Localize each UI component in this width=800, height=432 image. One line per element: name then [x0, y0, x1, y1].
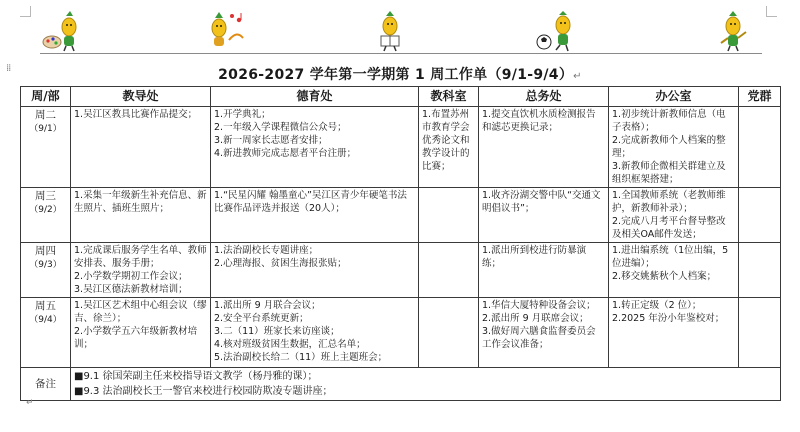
task-item: 3.新教师企微相关群建立及组织框架搭建；: [612, 161, 726, 185]
header-cell: 办公室: [609, 87, 739, 107]
task-item: 3.做好周六膳食监督委员会工作会议准备；: [482, 326, 596, 350]
memo-row: [21, 368, 781, 401]
task-cell-zongwu[interactable]: [479, 298, 609, 368]
page-corner-mark: [766, 6, 777, 17]
task-item: 2.安全平台系统更新；: [214, 313, 309, 324]
task-item: 1.法治副校长专题讲座；: [214, 245, 319, 256]
task-item: 1.派出所 9 月联合会议；: [214, 300, 321, 311]
task-cell-jiaoke[interactable]: [419, 298, 479, 368]
task-item: 1.完成课后服务学生名单、教师安排表、服务手册；: [74, 245, 207, 269]
day-cell[interactable]: [21, 188, 71, 243]
task-cell-jiaodao[interactable]: [71, 107, 211, 188]
memo-item: ■9.3 法治副校长王一警官来校进行校园防欺凌专题讲座；: [74, 386, 333, 397]
task-item: 2.完成八月考平台督导整改及相关OA邮件发送；: [612, 216, 726, 240]
day-cell[interactable]: [21, 298, 71, 368]
task-cell-deyu[interactable]: [211, 188, 419, 243]
task-cell-jiaodao[interactable]: [71, 298, 211, 368]
day-label: 周四: [35, 245, 56, 257]
task-item: 3.二（11）班家长来访座谈；: [214, 326, 340, 337]
task-cell-bangong[interactable]: [609, 188, 739, 243]
task-cell-jiaodao[interactable]: [71, 188, 211, 243]
task-item: 1.初步统计新教师信息（电子表格）；: [612, 109, 726, 133]
task-item: 1.吴江区艺术组中心组会议（缪吉、徐兰）；: [74, 300, 207, 324]
header-cell: 教导处: [71, 87, 211, 107]
task-cell-jiaoke[interactable]: [419, 188, 479, 243]
task-item: 1.提交直饮机水质检测报告和滤芯更换记录；: [482, 109, 596, 133]
task-item: 1.收齐汾湖交警中队“交通文明倡议书”；: [482, 190, 601, 214]
task-cell-dangqun[interactable]: [739, 188, 781, 243]
task-cell-jiaoke[interactable]: [419, 243, 479, 298]
task-item: 1.吴江区教具比赛作品提交；: [74, 109, 198, 120]
task-item: 5.法治副校长给二（11）班上主题班会；: [214, 352, 388, 363]
task-item: 2.小学数学五六年级新教材培训；: [74, 326, 198, 350]
header-cell: 周/部: [21, 87, 71, 107]
paragraph-mark: ↵: [26, 398, 34, 408]
page-corner-mark: [20, 6, 31, 17]
task-cell-bangong[interactable]: [609, 243, 739, 298]
task-item: 1.开学典礼；: [214, 109, 271, 120]
day-cell[interactable]: [21, 107, 71, 188]
table-move-handle-icon[interactable]: ⁞⁞: [6, 63, 11, 74]
mascot-music-icon: [205, 10, 245, 52]
mascot-reading-icon: [370, 10, 410, 52]
table-header-row: [21, 87, 781, 107]
table-row: [21, 243, 781, 298]
task-item: 1.布置苏州市教育学会优秀论文和教学设计的比赛；: [422, 109, 470, 172]
memo-label: 备注: [21, 368, 71, 401]
task-item: 1.全国教师系统（老教师维护，新教师补录）；: [612, 190, 726, 214]
task-item: 1.进出编系统（1位出编，5位进编）；: [612, 245, 729, 269]
task-cell-jiaodao[interactable]: [71, 243, 211, 298]
task-cell-deyu[interactable]: [211, 107, 419, 188]
mascot-painter-icon: [42, 10, 82, 52]
task-item: 2.2025 年汾小年鉴校对；: [612, 313, 725, 324]
task-item: 4.新进教师完成志愿者平台注册；: [214, 148, 357, 159]
task-item: 1.派出所到校进行防暴演练；: [482, 245, 587, 269]
mascot-soccer-icon: [535, 10, 575, 52]
task-cell-bangong[interactable]: [609, 298, 739, 368]
mascot-waving-icon: [713, 10, 753, 52]
table-row: [21, 107, 781, 188]
paragraph-mark: ↵: [573, 71, 582, 82]
task-item: 3.新一周家长志愿者安排；: [214, 135, 328, 146]
task-item: 2.一年级入学课程微信公众号；: [214, 122, 347, 133]
task-item: 1.转正定级（2 位）；: [612, 300, 702, 311]
task-cell-zongwu[interactable]: [479, 107, 609, 188]
header-cell: 教科室: [419, 87, 479, 107]
weekly-work-table: [20, 86, 781, 401]
day-label: 周五: [35, 300, 56, 312]
title-text: 2026-2027 学年第一学期第 1 周工作单（9/1-9/4）: [218, 67, 574, 83]
header-cell: 总务处: [479, 87, 609, 107]
table-row: [21, 188, 781, 243]
memo-item: ■9.1 徐国荣副主任来校指导语文教学（杨丹雅的课）；: [74, 371, 318, 382]
task-item: 4.核对班级贫困生数据，汇总名单；: [214, 339, 366, 350]
task-item: 1.采集一年级新生补充信息、新生照片、插班生照片；: [74, 190, 207, 214]
task-item: 2.心理海报、贫困生海报张贴；: [214, 258, 347, 269]
document-title: [0, 64, 800, 84]
task-cell-zongwu[interactable]: [479, 243, 609, 298]
date-label: （9/1）: [29, 124, 62, 134]
task-item: 3.吴江区德法新教材培训；: [74, 284, 188, 295]
date-label: （9/4）: [29, 315, 62, 325]
header-cell: 德育处: [211, 87, 419, 107]
task-cell-dangqun[interactable]: [739, 298, 781, 368]
day-label: 周二: [35, 109, 56, 121]
date-label: （9/3）: [29, 260, 62, 270]
day-label: 周三: [35, 190, 56, 202]
task-item: 2.完成新教师个人档案的整理；: [612, 135, 726, 159]
task-cell-bangong[interactable]: [609, 107, 739, 188]
task-cell-deyu[interactable]: [211, 298, 419, 368]
task-item: 1.“民星闪耀 翰墨童心”吴江区青少年硬笔书法比赛作品评选并报送（20人）；: [214, 190, 407, 214]
task-cell-dangqun[interactable]: [739, 107, 781, 188]
task-cell-dangqun[interactable]: [739, 243, 781, 298]
day-cell[interactable]: [21, 243, 71, 298]
header-divider: [40, 53, 762, 54]
task-item: 2.派出所 9 月联席会议；: [482, 313, 589, 324]
task-item: 2.移交姚紫秋个人档案；: [612, 271, 717, 282]
table-row: [21, 298, 781, 368]
task-item: 1.华信大厦特种设备会议；: [482, 300, 596, 311]
task-cell-jiaoke[interactable]: [419, 107, 479, 188]
memo-cell[interactable]: [71, 368, 781, 401]
header-cell: 党群: [739, 87, 781, 107]
task-cell-deyu[interactable]: [211, 243, 419, 298]
task-item: 2.小学数学期初工作会议；: [74, 271, 188, 282]
task-cell-zongwu[interactable]: [479, 188, 609, 243]
date-label: （9/2）: [29, 205, 62, 215]
